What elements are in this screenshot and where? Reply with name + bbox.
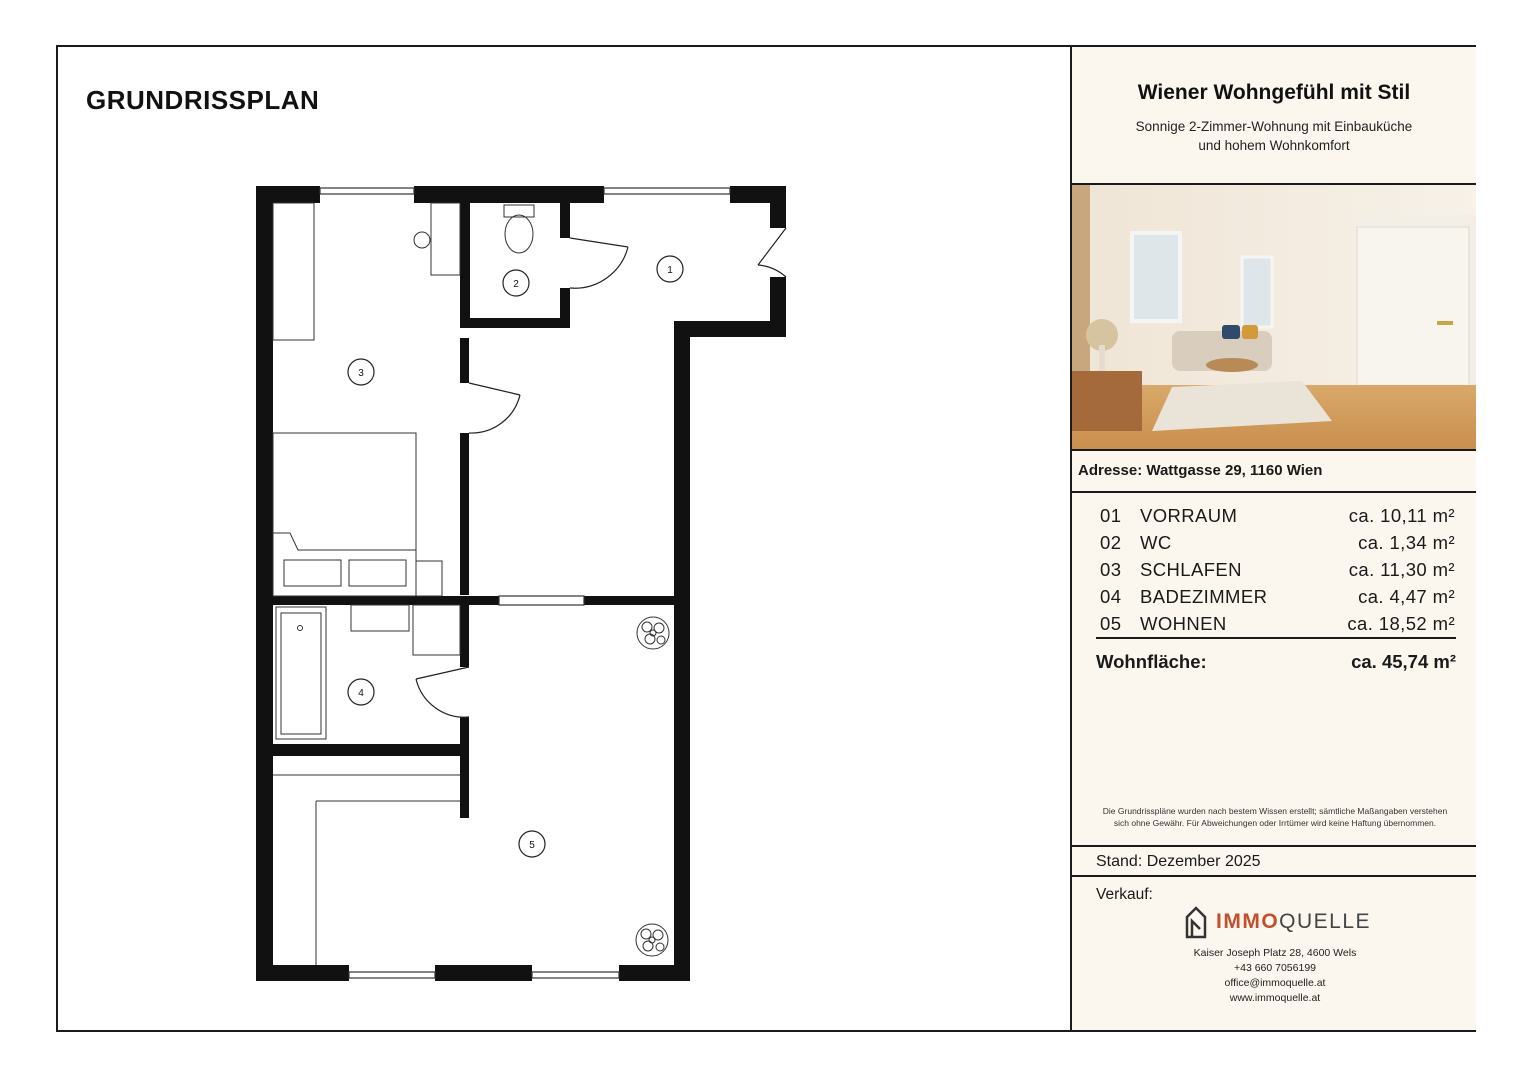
room-name: BADEZIMMER — [1140, 586, 1268, 607]
room-row-schlafen — [1100, 559, 1455, 586]
room-marker-5-label: 5 — [529, 840, 535, 851]
photo-illustration — [1072, 185, 1476, 449]
plant-icon — [637, 617, 669, 649]
bath-sink-icon — [351, 605, 460, 655]
room-name: VORRAUM — [1140, 505, 1238, 526]
wall-wc-right-top — [560, 203, 570, 238]
contact-block — [1072, 946, 1478, 1006]
toilet-icon — [504, 205, 534, 253]
living-cabinet — [273, 775, 460, 965]
logo-text-quelle: QUELLE — [1279, 910, 1372, 933]
listing-subtitle-line2: und hohem Wohnkomfort — [1198, 138, 1350, 153]
opening-living — [499, 596, 584, 605]
contact-website[interactable]: www.immoquelle.at — [1229, 992, 1321, 1004]
window-bedroom — [320, 188, 414, 194]
door-entrance — [758, 228, 786, 277]
page-frame — [56, 45, 1476, 1032]
disclaimer-line1: Die Grundrisspläne wurden nach bestem Wissen erstellt; sämtliche Maßangaben verstehen — [1102, 806, 1448, 816]
plant-icon — [636, 924, 668, 956]
wall-bed-2 — [460, 433, 469, 595]
sale-label: Verkauf: — [1096, 886, 1153, 903]
room-list — [1072, 493, 1476, 845]
room-area: ca. 10,11 m² — [1348, 505, 1455, 526]
wall-wc-right-bottom — [560, 288, 570, 328]
room-row-wc — [1100, 532, 1455, 559]
immoquelle-logo[interactable] — [1184, 905, 1371, 939]
wall-wc-left — [460, 203, 470, 328]
room-marker-1-label: 1 — [667, 265, 673, 276]
plan-title: GRUNDRISSPLAN — [86, 85, 320, 115]
room-area: ca. 18,52 m² — [1347, 613, 1455, 634]
room-number: 04 — [1100, 586, 1122, 607]
room-area: ca. 11,30 m² — [1348, 559, 1455, 580]
room-row-vorraum — [1100, 505, 1455, 532]
window-corridor — [604, 188, 730, 194]
room-marker-2-label: 2 — [513, 279, 519, 290]
room-area: ca. 4,47 m² — [1358, 586, 1455, 607]
wall-wc-bottom — [460, 318, 570, 328]
wall-step — [674, 321, 786, 337]
door-bedroom — [469, 383, 520, 433]
stand-date: Stand: Dezember 2025 — [1072, 845, 1476, 877]
contact-email[interactable]: office@immoquelle.at — [1224, 977, 1326, 989]
logo-text — [1216, 910, 1371, 934]
bathtub-icon — [276, 607, 326, 739]
wall-bottom-1 — [256, 965, 349, 981]
bed-icon — [273, 433, 442, 596]
wall-bath-bottom — [273, 744, 469, 756]
wall-left — [256, 186, 273, 981]
wardrobe — [273, 203, 314, 340]
listing-subtitle-line1: Sonnige 2-Zimmer-Wohnung mit Einbauküche — [1135, 119, 1413, 134]
listing-title: Wiener Wohngefühl mit Stil — [1137, 81, 1411, 104]
wall-bottom-2 — [435, 965, 532, 981]
room-number: 05 — [1100, 613, 1122, 634]
room-area: ca. 1,34 m² — [1358, 532, 1455, 553]
room-number: 03 — [1100, 559, 1122, 580]
floor-plan — [58, 47, 1070, 1030]
listing-subtitle — [1072, 117, 1476, 155]
contact-phone[interactable]: +43 660 7056199 — [1233, 962, 1317, 974]
info-panel — [1070, 47, 1476, 1030]
room-number: 01 — [1100, 505, 1122, 526]
door-bath — [416, 667, 469, 717]
room-marker-3-label: 3 — [358, 368, 364, 379]
room-name: SCHLAFEN — [1140, 559, 1242, 580]
room-marker-4-label: 4 — [358, 688, 364, 699]
window-living-2 — [532, 972, 619, 978]
room-number: 02 — [1100, 532, 1122, 553]
door-wc — [570, 238, 628, 288]
wall-right — [674, 321, 690, 981]
room-name: WOHNEN — [1140, 613, 1227, 634]
wall-top-2 — [414, 186, 604, 203]
wall-bath-1 — [460, 605, 469, 667]
wall-bed-1 — [460, 338, 469, 383]
contact-street: Kaiser Joseph Platz 28, 4600 Wels — [1193, 947, 1357, 959]
total-value: ca. 45,74 m² — [1351, 651, 1456, 672]
sink-icon — [414, 203, 460, 275]
immoquelle-logo-icon — [1184, 905, 1208, 939]
wall-div-1 — [273, 596, 499, 605]
apartment-photo — [1072, 185, 1476, 451]
total-label: Wohnfläche: — [1096, 651, 1207, 672]
disclaimer — [1080, 805, 1470, 829]
room-row-wohnen — [1100, 613, 1455, 640]
wall-div-2 — [584, 596, 674, 605]
window-living-1 — [349, 972, 435, 978]
sales-section — [1072, 877, 1476, 1022]
address: Adresse: Wattgasse 29, 1160 Wien — [1072, 451, 1476, 493]
room-name: WC — [1140, 532, 1172, 553]
logo-text-immo: IMMO — [1216, 910, 1280, 933]
panel-header — [1072, 47, 1476, 185]
wall-living-left — [460, 756, 469, 818]
disclaimer-line2: sich ohne Gewähr. Für Abweichungen oder Irrtümer wird keine Haftung übernommen. — [1113, 818, 1437, 828]
room-row-badezimmer — [1100, 586, 1455, 613]
divider — [1096, 637, 1456, 639]
wall-bottom-3 — [619, 965, 690, 981]
wall-right-upper — [770, 186, 786, 228]
